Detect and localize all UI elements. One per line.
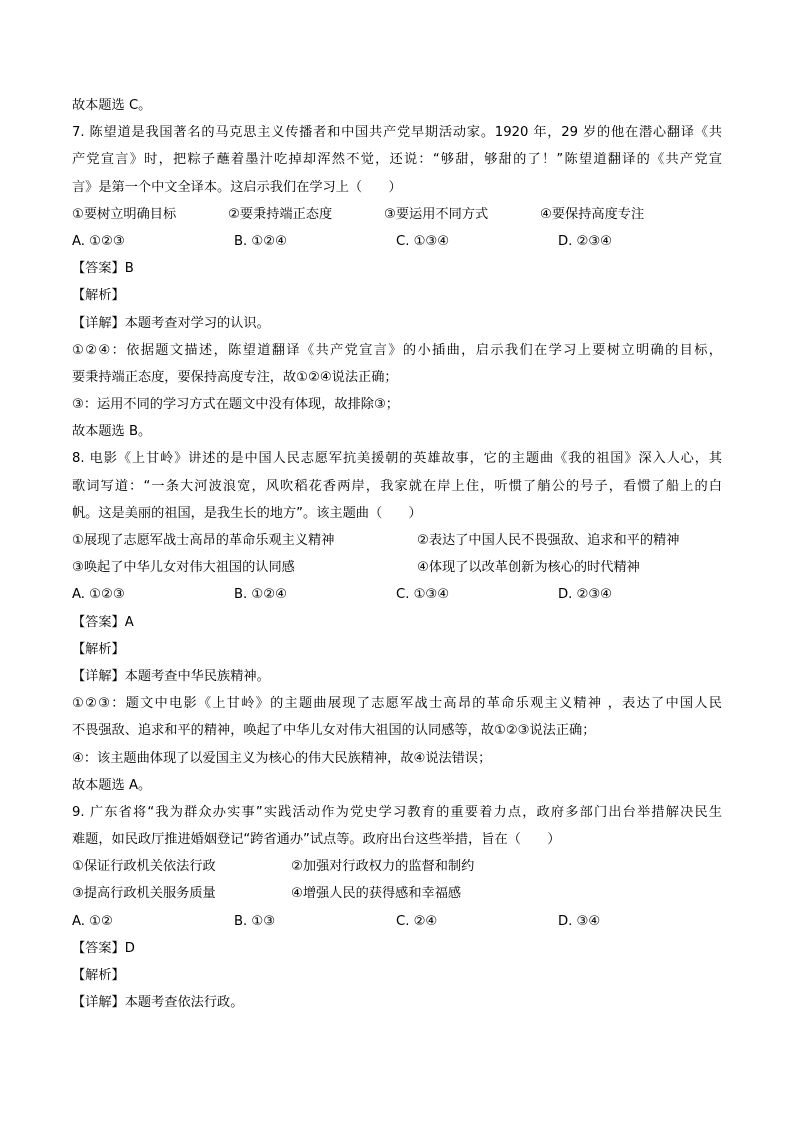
q9-choice-a: A. ①② xyxy=(72,913,113,929)
q9-options-row-2 xyxy=(72,880,722,907)
q8-answer: 【答案】A xyxy=(72,614,134,630)
q7-conclusion: 故本题选 B。 xyxy=(72,424,152,440)
q7-option-2: ②要秉持端正态度 xyxy=(228,206,333,222)
q7-stem-line-1: 7. 陈望道是我国著名的马克思主义传播者和中国共产党早期活动家。1920 年，29 岁的他在潜心翻译《共 xyxy=(72,125,722,141)
q8-explanation-1-line-2: 不畏强敌、追求和平的精神，唤起了中华儿女对伟大祖国的认同感等，故①②③说法正确； xyxy=(72,723,596,739)
q9-stem-line-2: 难题，如民政厅推进婚姻登记“跨省通办”试点等。政府出台这些举措，旨在（ ） xyxy=(72,832,561,848)
q7-detail: 【详解】本题考查对学习的认识。 xyxy=(72,315,270,331)
q7-choice-c: C. ①③④ xyxy=(396,233,450,249)
q7-choice-d: D. ②③④ xyxy=(558,233,613,249)
q7-choice-a: A. ①②③ xyxy=(72,233,125,249)
q9-choice-b: B. ①③ xyxy=(234,913,276,929)
q8-choice-c: C. ①③④ xyxy=(396,587,450,603)
q9-choice-c: C. ②④ xyxy=(396,913,438,929)
q9-choices xyxy=(72,908,722,935)
q8-conclusion: 故本题选 A。 xyxy=(72,777,152,793)
document-content xyxy=(72,92,722,1016)
q7-option-3: ③要运用不同方式 xyxy=(384,206,489,222)
q9-option-2: ②加强对行政权力的监督和制约 xyxy=(291,859,475,875)
q8-option-3: ③唤起了中华儿女对伟大祖国的认同感 xyxy=(72,560,295,576)
q7-stem-line-2: 产党宣言》时，把粽子蘸着墨汁吃掉却浑然不觉，还说：“够甜，够甜的了！”陈望道翻译的《共产党宣 xyxy=(72,152,722,168)
q8-option-4: ④体现了以改革创新为核心的时代精神 xyxy=(417,560,640,576)
q8-choice-a: A. ①②③ xyxy=(72,587,125,603)
q7-choice-b: B. ①②④ xyxy=(234,233,287,249)
q8-stem-line-2: 歌词写道：“一条大河波浪宽，风吹稻花香两岸，我家就在岸上住，听惯了艄公的号子，看惯了船上的白 xyxy=(72,478,722,494)
q9-option-4: ④增强人民的获得感和幸福感 xyxy=(291,886,462,902)
q9-choice-d: D. ③④ xyxy=(558,913,601,929)
q9-detail: 【详解】本题考查依法行政。 xyxy=(72,995,244,1011)
q9-option-1: ①保证行政机关依法行政 xyxy=(72,859,216,875)
q8-options-row-1 xyxy=(72,527,722,554)
q8-option-1: ①展现了志愿军战士高昂的革命乐观主义精神 xyxy=(72,533,335,548)
q8-analysis-label: 【解析】 xyxy=(72,641,125,657)
q7-explanation-1-line-1: ①②④：依据题文描述，陈望道翻译《共产党宣言》的小插曲，启示我们在学习上要树立明确的目标， xyxy=(72,342,722,358)
q9-answer: 【答案】D xyxy=(72,940,135,956)
q7-answer: 【答案】B xyxy=(72,261,134,277)
q7-stem-line-3: 言》是第一个中文全译本。这启示我们在学习上（ ） xyxy=(72,179,402,195)
q8-explanation-1-line-1: ①②③：题文中电影《上甘岭》的主题曲展现了志愿军战士高昂的革命乐观主义精神 ，表达了中国人民 xyxy=(72,696,722,712)
q8-detail: 【详解】本题考查中华民族精神。 xyxy=(72,668,270,684)
q9-options-row-1 xyxy=(72,853,722,880)
q7-choices xyxy=(72,228,722,255)
q8-choice-b: B. ①②④ xyxy=(234,587,287,603)
q8-stem-line-1: 8. 电影《上甘岭》讲述的是中国人民志愿军抗美援朝的英雄故事，它的主题曲《我的祖国》深入人心，其 xyxy=(72,451,722,467)
q8-option-2: ②表达了中国人民不畏强敌、追求和平的精神 xyxy=(417,533,680,548)
q6-conclusion: 故本题选 C。 xyxy=(72,98,152,113)
q7-explanation-2: ③：运用不同的学习方式在题文中没有体现，故排除③； xyxy=(72,397,399,413)
q8-explanation-2: ④：该主题曲体现了以爱国主义为核心的伟大民族精神，故④说法错误； xyxy=(72,750,492,766)
q9-option-3: ③提高行政机关服务质量 xyxy=(72,886,216,902)
q8-choice-d: D. ②③④ xyxy=(558,587,613,603)
q8-options-row-2 xyxy=(72,554,722,581)
q9-analysis-label: 【解析】 xyxy=(72,968,125,983)
q8-stem-line-3: 帆。这是美丽的祖国，是我生长的地方”。该主题曲（ ） xyxy=(72,505,422,521)
q8-choices xyxy=(72,581,722,608)
q7-options xyxy=(72,201,722,228)
q7-analysis-label: 【解析】 xyxy=(72,288,125,304)
q7-option-1: ①要树立明确目标 xyxy=(72,206,177,222)
q9-stem-line-1: 9. 广东省将“我为群众办实事”实践活动作为党史学习教育的重要着力点，政府多部门出台举措解决民生 xyxy=(72,804,722,820)
q7-explanation-1-line-2: 要秉持端正态度，要保持高度专注，故①②④说法正确； xyxy=(72,369,398,385)
q7-option-4: ④要保持高度专注 xyxy=(540,206,645,222)
